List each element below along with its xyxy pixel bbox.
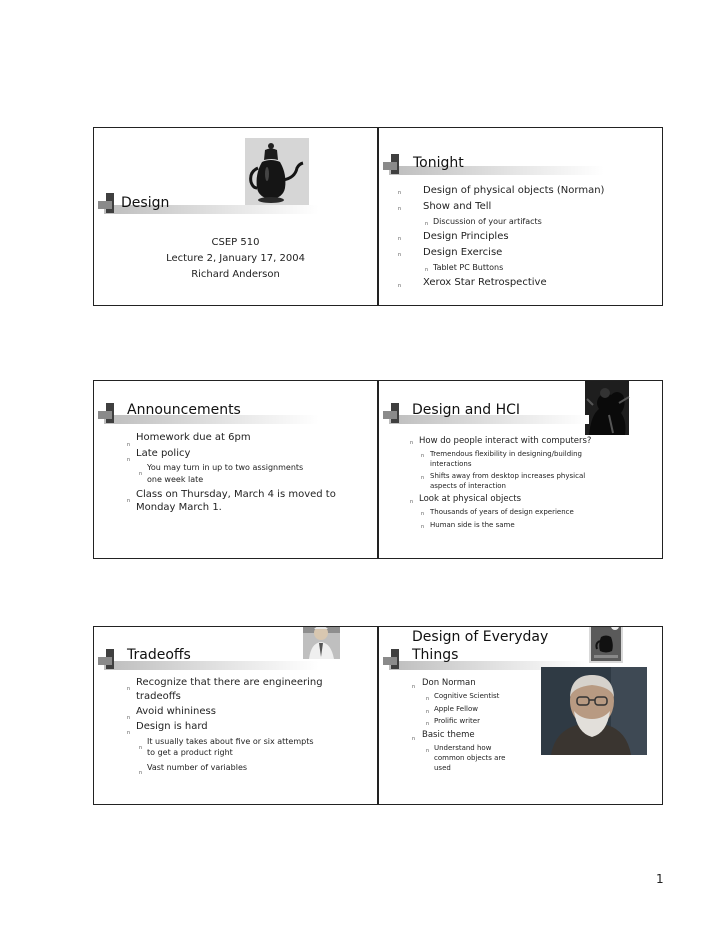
sub-bullet: Cognitive Scientist (434, 692, 500, 700)
lecture-date: Lecture 2, January 17, 2004 (166, 253, 305, 264)
sub-bullet-cont: to get a product right (147, 748, 233, 757)
bullet-marker-icon: n (127, 715, 131, 721)
bullet-marker-icon: n (426, 696, 430, 702)
slide-title-line2: Things (412, 647, 459, 663)
bullet-marker-icon: n (127, 686, 131, 692)
bullet: Design of physical objects (Norman) (423, 185, 605, 196)
sub-bullet: Thousands of years of design experience (430, 508, 574, 516)
bullet: Design Principles (423, 231, 509, 242)
slide-announcements (93, 380, 378, 559)
bullet-marker-icon: n (127, 498, 131, 504)
bullet: Design is hard (136, 721, 208, 732)
sub-bullet: Tablet PC Buttons (433, 263, 504, 272)
sub-bullet-cont: common objects are (434, 754, 506, 762)
bullet-marker-icon: n (398, 206, 402, 212)
sub-bullet-cont: interactions (430, 460, 472, 468)
bullet-marker-icon: n (412, 736, 416, 742)
sub-bullet: It usually takes about five or six attempts (147, 737, 314, 746)
bullet: Class on Thursday, March 4 is moved to (136, 489, 336, 500)
bullet: Don Norman (422, 678, 476, 688)
bullet: Show and Tell (423, 201, 492, 212)
teapot-image (245, 138, 309, 206)
bullet-marker-icon: n (127, 457, 131, 463)
bullet: Look at physical objects (419, 494, 522, 504)
slide-design (93, 127, 378, 306)
don-norman-photo (541, 667, 647, 755)
bullet-marker-icon: n (412, 684, 416, 690)
bullet: Recognize that there are engineering (136, 677, 323, 688)
bullet: Homework due at 6pm (136, 432, 251, 443)
bullet-marker-icon: n (398, 252, 402, 258)
bullet-cont: Monday March 1. (136, 502, 222, 513)
sub-bullet: You may turn in up to two assignments (147, 463, 304, 472)
bullet-marker-icon: n (421, 524, 425, 530)
bullet-marker-icon: n (426, 748, 430, 754)
bullet: Basic theme (422, 730, 475, 740)
bullet-marker-icon: n (127, 730, 131, 736)
portrait-photo (303, 626, 340, 659)
slide-design-of-everyday-things (378, 626, 663, 805)
sub-bullet: Vast number of variables (147, 763, 248, 772)
bullet-marker-icon: n (426, 709, 430, 715)
slide-title-line1: Design of Everyday (412, 629, 549, 645)
sub-bullet: Human side is the same (430, 521, 515, 529)
bullet: How do people interact with computers? (419, 436, 592, 446)
bullet-marker-icon: n (139, 471, 143, 477)
bullet-marker-icon: n (425, 221, 429, 227)
bullet-marker-icon: n (127, 442, 131, 448)
bullet-marker-icon: n (410, 440, 414, 446)
sub-bullet-cont: used (434, 764, 451, 772)
slide-tradeoffs (93, 626, 378, 805)
bullet-marker-icon: n (398, 190, 402, 196)
slide-tonight (378, 127, 663, 306)
sub-bullet: Tremendous flexibility in designing/building (430, 450, 582, 458)
course-code: CSEP 510 (211, 237, 260, 248)
presenter-name: Richard Anderson (191, 269, 280, 280)
bullet-marker-icon: n (139, 745, 143, 751)
bullet: Avoid whininess (136, 706, 216, 717)
sub-bullet-cont: aspects of interaction (430, 482, 506, 490)
sub-bullet: Prolific writer (434, 717, 480, 725)
slide-design-and-hci (378, 380, 663, 559)
slide-title: Design and HCI (412, 402, 521, 418)
bullet-marker-icon: n (421, 511, 425, 517)
bullet-marker-icon: n (426, 721, 430, 727)
bullet-marker-icon: n (139, 770, 143, 776)
sculpture-image (583, 380, 631, 437)
bullet: Late policy (136, 448, 191, 459)
bullet-marker-icon: n (410, 499, 414, 505)
slide-title: Announcements (127, 402, 241, 418)
slide-title: Design (121, 195, 170, 211)
sub-bullet: Discussion of your artifacts (433, 217, 542, 226)
book-cover-image (589, 626, 623, 663)
slide-title: Tonight (413, 155, 464, 171)
sub-bullet-cont: one week late (147, 475, 204, 484)
bullet-marker-icon: n (421, 453, 425, 459)
bullet-cont: tradeoffs (136, 691, 181, 702)
bullet-marker-icon: n (398, 236, 402, 242)
bullet: Design Exercise (423, 247, 503, 258)
sub-bullet: Shifts away from desktop increases physical (430, 472, 586, 480)
slide-title: Tradeoffs (127, 647, 191, 663)
bullet: Xerox Star Retrospective (423, 277, 547, 288)
sub-bullet: Understand how (434, 744, 492, 752)
bullet-marker-icon: n (425, 267, 429, 273)
sub-bullet: Apple Fellow (434, 705, 478, 713)
bullet-marker-icon: n (421, 475, 425, 481)
bullet-marker-icon: n (398, 283, 402, 289)
page-number: 1 (656, 872, 664, 886)
